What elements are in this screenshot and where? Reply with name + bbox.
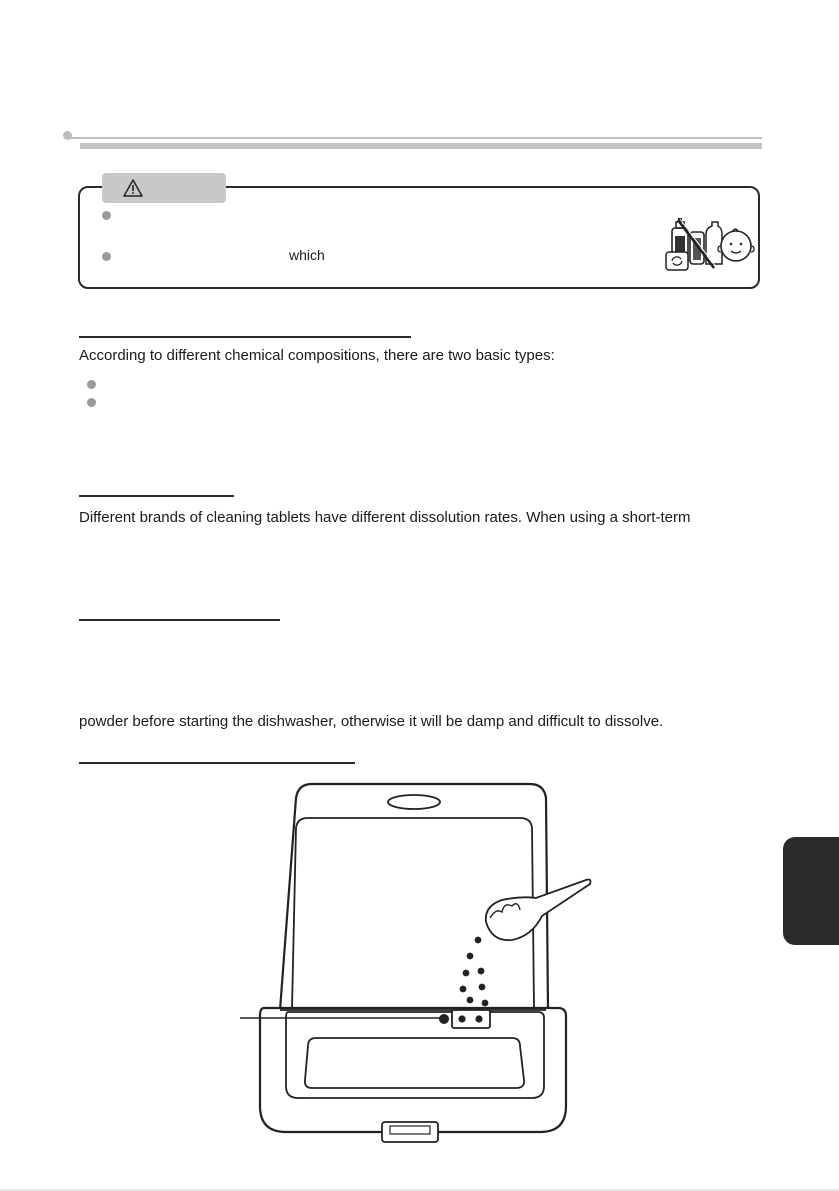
dishwasher-illustration [240, 780, 600, 1160]
side-section-tab [783, 837, 839, 945]
type-bullet-1 [87, 380, 96, 389]
header-rule-thin [70, 137, 762, 139]
section-1-intro: According to different chemical compositions, there are two basic types: [79, 347, 555, 364]
section-1-heading-rule [79, 336, 411, 338]
section-3-text: powder before starting the dishwasher, otherwise it will be damp and difficult to dissolve. [79, 713, 664, 730]
header-rule-thick [80, 143, 762, 149]
section-2-heading-rule [79, 495, 234, 497]
warning-tab [102, 173, 226, 203]
warning-bullet-1 [102, 211, 111, 220]
section-3-heading-rule [79, 619, 280, 621]
warning-bullet-2 [102, 252, 111, 261]
child-safety-icon [664, 214, 756, 272]
section-4-heading-rule [79, 762, 355, 764]
warning-triangle-icon [123, 179, 143, 197]
type-bullet-2 [87, 398, 96, 407]
warning-line-2-partial: which [289, 247, 325, 263]
section-2-text: Different brands of cleaning tablets have different dissolution rates. When using a short-term [79, 509, 691, 526]
